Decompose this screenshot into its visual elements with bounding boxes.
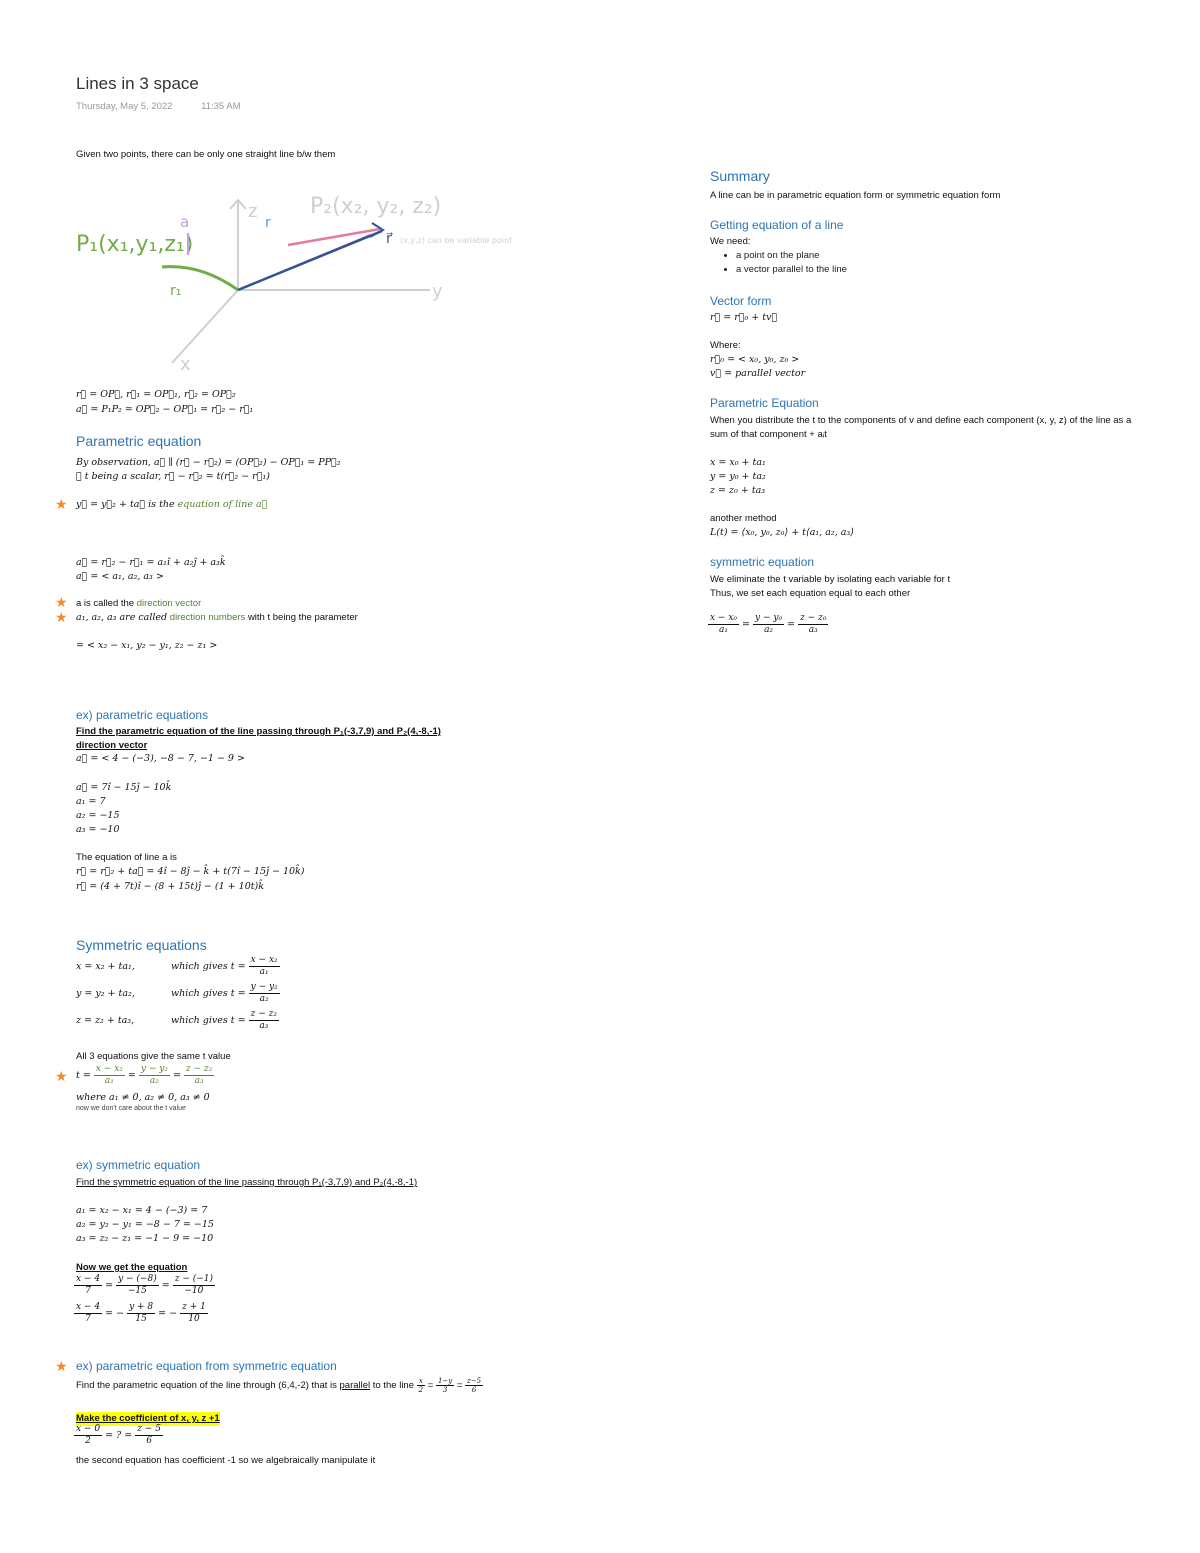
- to-the-line: to the line: [372, 1380, 414, 1392]
- direction-vector-line: [76, 597, 201, 611]
- numerator: z + 1: [182, 1302, 206, 1312]
- axis-y-label: y: [432, 281, 443, 302]
- numerator: y − y₂: [140, 1064, 168, 1074]
- fraction: [708, 613, 739, 636]
- t-equals: t =: [76, 1070, 91, 1081]
- fraction: [180, 1302, 208, 1325]
- page-title: Lines in 3 space: [76, 74, 199, 93]
- param-y: y = y₀ + ta₂: [710, 471, 766, 482]
- denominator: a₃: [808, 625, 818, 635]
- denominator: a₁: [259, 967, 269, 977]
- example-line: The equation of line a is: [76, 852, 177, 863]
- star-icon: ★: [55, 594, 68, 610]
- axis-x-label: x: [180, 354, 191, 375]
- star-icon: ★: [55, 1358, 68, 1374]
- symmetric-heading: Symmetric equations: [76, 937, 207, 953]
- summary-heading: Summary: [710, 168, 770, 184]
- def-line-1: r⃗ = OP⃗, r⃗₁ = OP⃗₁, r⃗₂ = OP⃗₂: [76, 389, 236, 400]
- example-line: a⃗ = < 4 − (−3), −8 − 7, −1 − 9 >: [76, 753, 245, 764]
- fraction: [173, 1274, 215, 1297]
- page-time: 11:35 AM: [201, 101, 241, 112]
- which-gives: which gives t =: [171, 1015, 246, 1026]
- t-equation: t = $\frac{\text{x − x₂}}{\text{a₁}}$ = $\frac{\text{y − y₂}}{\text{a₂}}$ = $\frac{\text{z − z₂}}{\text{a₃}}$: [76, 1064, 213, 1086]
- numerator: z − z₂: [185, 1064, 213, 1074]
- now-we-note: now we don't care about the t value: [76, 1105, 186, 1112]
- example-line: a₂ = y₂ − y₁ = −8 − 7 = −15: [76, 1219, 214, 1230]
- p1-label: P₁(x₁,y₁,z₁): [76, 232, 194, 257]
- make-coefficient-note: Make the coefficient of x, y, z +1: [76, 1413, 220, 1424]
- line-equation-green: equation of line a⃗: [177, 499, 268, 510]
- symmetric-general-form: $\frac{\text{x − x₀}}{\text{a₁}}$ = $\frac{\text{y − y₀}}{\text{a₂}}$ = $\frac{\text{z − z₀}}{\text{a₃}}$: [710, 613, 827, 635]
- symmetric-text-2: Thus, we set each equation equal to each other: [710, 588, 911, 599]
- another-method: another method: [710, 513, 777, 524]
- example-line: a₃ = z₂ − z₁ = −1 − 9 = −10: [76, 1233, 214, 1244]
- symmetric-result-1: $\frac{x - 4}{7}$ = $\frac{y - (-8)}{-15}$ = $\frac{z - (-1)}{-10}$: [76, 1274, 214, 1296]
- numerator: x − x₂: [95, 1064, 123, 1074]
- line-equation: [76, 498, 267, 512]
- vector-form-heading: Vector form: [710, 294, 772, 308]
- fraction: [127, 1302, 155, 1325]
- fraction: [135, 1424, 163, 1447]
- symmetric-y-row: [76, 982, 280, 1005]
- example-param-from-sym-heading: ex) parametric equation from symmetric equation: [76, 1359, 337, 1373]
- line-sketch: [70, 185, 590, 385]
- denominator: 2: [418, 1386, 424, 1394]
- denominator: 7: [85, 1286, 91, 1296]
- star-icon: ★: [55, 1068, 68, 1084]
- second-equation-note: the second equation has coefficient -1 so we algebraically manipulate it: [76, 1455, 376, 1466]
- l-of-t: L(t) = ⟨x₀, y₀, z₀⟩ + t⟨a₁, a₂, a₃⟩: [710, 527, 854, 538]
- numerator: y − y₀: [755, 613, 783, 623]
- a-vector-tuple: a⃗ = < a₁, a₂, a₃ >: [76, 571, 164, 582]
- numerator: y + 8: [129, 1302, 154, 1312]
- which-gives: which gives t =: [171, 988, 246, 999]
- numerator: x: [417, 1377, 425, 1386]
- direction-vector-term: direction vector: [136, 598, 202, 609]
- param-z: z = z₀ + ta₃: [710, 485, 766, 496]
- fraction: [74, 1424, 102, 1447]
- denominator: a₃: [194, 1076, 204, 1086]
- numerator: 1−y: [437, 1377, 453, 1385]
- example-parametric-question: Find the parametric equation of the line passing through P₁(-3,7,9) and P₂(4,-8,-1): [76, 726, 441, 737]
- fraction: [116, 1274, 159, 1297]
- symmetric-y: y = y₂ + ta₂,: [76, 988, 135, 999]
- denominator: a₂: [764, 625, 774, 635]
- example-line: a₁ = x₂ − x₁ = 4 − (−3) = 7: [76, 1205, 208, 1216]
- needs-list: [710, 249, 847, 277]
- denominator: a₂: [149, 1076, 159, 1086]
- fraction: [139, 1064, 170, 1087]
- fraction: [184, 1064, 214, 1087]
- direction-numbers-line: [76, 611, 358, 625]
- numerator: x − 0: [76, 1424, 101, 1434]
- direction-numbers-param: with t being the parameter: [247, 612, 358, 623]
- parametric-text-1: When you distribute the t to the components of v and define each component (x, y, z) of the line as a: [710, 415, 1132, 426]
- denominator: a₁: [719, 625, 728, 635]
- vector-form-equation: r⃗ = r⃗₀ + tv⃗: [710, 312, 778, 323]
- denominator: 2: [85, 1436, 91, 1446]
- fraction: [74, 1274, 102, 1297]
- denominator: 6: [471, 1386, 477, 1394]
- list-item: • a point on the plane: [736, 249, 847, 263]
- denominator: 10: [188, 1314, 200, 1324]
- denominator: 15: [135, 1314, 147, 1324]
- question-text: Find the parametric equation of the line through (6,4,-2) that is: [76, 1380, 337, 1392]
- symmetric-text-1: We eliminate the t variable by isolating each variable for t: [710, 574, 951, 585]
- component-difference: = < x₂ − x₁, y₂ − y₁, z₂ − z₁ >: [76, 640, 218, 651]
- getting-equation-heading: Getting equation of a line: [710, 218, 844, 232]
- example-line: a₃ = −10: [76, 824, 120, 835]
- equals-question: = ? =: [105, 1430, 133, 1441]
- fraction: [74, 1302, 102, 1325]
- where-condition: where a₁ ≠ 0, a₂ ≠ 0, a₃ ≠ 0: [76, 1092, 210, 1103]
- r-vector: [238, 231, 382, 290]
- star-icon: ★: [55, 609, 68, 625]
- denominator: −15: [127, 1286, 147, 1296]
- line-equation-text: y⃗ = y⃗₂ + ta⃗ is the: [76, 499, 175, 510]
- where-label: Where:: [710, 340, 741, 351]
- example-symmetric-heading: ex) symmetric equation: [76, 1158, 201, 1172]
- numerator: x − 4: [76, 1274, 101, 1284]
- direction-vector-label: direction vector: [76, 740, 148, 751]
- denominator: a₃: [259, 1021, 269, 1031]
- direction-numbers-term: direction numbers: [169, 612, 246, 623]
- summary-text: A line can be in parametric equation form or symmetric equation form: [710, 190, 1001, 201]
- page-meta: [76, 101, 267, 112]
- denominator: −10: [184, 1286, 204, 1296]
- r1-label: r₁: [170, 283, 182, 299]
- direction-numbers-text: a₁, a₂, a₃ are called: [76, 612, 168, 623]
- fraction: [436, 1377, 454, 1394]
- parallel-word: parallel: [339, 1380, 371, 1392]
- symmetric-x: x = x₂ + ta₁,: [76, 961, 135, 972]
- numerator: x − 4: [76, 1302, 101, 1312]
- example-line: a₂ = −15: [76, 810, 120, 821]
- denominator: 3: [442, 1386, 448, 1394]
- numerator: y − y₂: [250, 982, 278, 992]
- numerator: z − 5: [137, 1424, 161, 1434]
- numerator: z−5: [467, 1377, 482, 1385]
- symmetric-x-row: [76, 955, 280, 978]
- star-icon: ★: [55, 496, 68, 512]
- we-need: We need:: [710, 236, 751, 247]
- direction-vector-text: a is called the: [76, 598, 135, 609]
- example-line: r⃗ = r⃗₂ + ta⃗ = 4î − 8ĵ − k̂ + t(7î − 15ĵ − 10k̂): [76, 866, 305, 877]
- example-line: a⃗ = 7î − 15ĵ − 10k̂: [76, 782, 172, 793]
- ex3-fraction-row: [74, 1424, 163, 1447]
- fraction: [94, 1064, 125, 1087]
- which-gives: which gives t =: [171, 961, 246, 972]
- numerator: y − (−8): [118, 1274, 157, 1284]
- parametric-equation-heading: Parametric Equation: [710, 396, 819, 410]
- numerator: z − z₀: [800, 613, 827, 623]
- axis-z-label: z: [248, 201, 258, 222]
- parametric-heading: Parametric equation: [76, 433, 202, 449]
- r-vector-label: r⃗: [386, 231, 392, 247]
- variable-point-note: (x,y,z) can be variable point: [400, 236, 513, 245]
- fraction: [465, 1377, 483, 1394]
- def-line-2: a⃗ = P₁P₂ = OP⃗₂ − OP⃗₁ = r⃗₂ − r⃗₁: [76, 404, 254, 415]
- fraction: [753, 613, 784, 636]
- where-r0: r⃗₀ = < x₀, y₀, z₀ >: [710, 354, 800, 365]
- denominator: 7: [85, 1314, 91, 1324]
- fraction: [249, 955, 280, 978]
- denominator: a₂: [259, 994, 269, 1004]
- a-vector-label: a: [180, 213, 190, 231]
- page-date: Thursday, May 5, 2022: [76, 101, 173, 112]
- example-parametric-heading: ex) parametric equations: [76, 708, 209, 722]
- symmetric-z-row: [76, 1009, 279, 1032]
- p2-label: P₂(x₂, y₂, z₂): [310, 194, 442, 219]
- fraction: [798, 613, 828, 636]
- numerator: z − z₂: [250, 1009, 277, 1019]
- observation-line-1: By observation, a⃗ ∥ (r⃗ − r⃗₂) = (OP⃗₂) − OP⃗₁ = PP⃗₂: [76, 457, 341, 468]
- symmetric-equation-heading: symmetric equation: [710, 555, 815, 569]
- where-v: v⃗ = parallel vector: [710, 368, 806, 379]
- parametric-text-2: sum of that component + aᵢt: [710, 429, 827, 440]
- denominator: 6: [146, 1436, 152, 1446]
- fraction: [417, 1377, 425, 1394]
- numerator: x − x₀: [710, 613, 738, 623]
- observation-line-2: ∴ t being a scalar, r⃗ − r⃗₂ = t(r⃗₂ − r⃗₁): [76, 471, 270, 482]
- a-vector-components: a⃗ = r⃗₂ − r⃗₁ = a₁î + a₂ĵ + a₃k̂: [76, 557, 226, 568]
- example-line: r⃗ = (4 + 7t)î − (8 + 15t)ĵ − (1 + 10t)k̂: [76, 881, 265, 892]
- param-x: x = x₀ + ta₁: [710, 457, 766, 468]
- example-line: a₁ = 7: [76, 796, 106, 807]
- fraction: [249, 1009, 279, 1032]
- intro-text: Given two points, there can be only one straight line b/w them: [76, 149, 336, 160]
- example-symmetric-question: Find the symmetric equation of the line passing through P₁(-3,7,9) and P₂(4,-8,-1): [76, 1177, 418, 1188]
- fraction: [249, 982, 280, 1005]
- r-label: r: [265, 215, 271, 231]
- numerator: x − x₂: [250, 955, 278, 965]
- denominator: a₁: [104, 1076, 114, 1086]
- numerator: z − (−1): [174, 1274, 214, 1284]
- now-get-equation: Now we get the equation: [76, 1262, 188, 1273]
- same-t-text: All 3 equations give the same t value: [76, 1051, 231, 1062]
- list-item: • a vector parallel to the line: [736, 263, 847, 277]
- symmetric-result-2: $\frac{x - 4}{7}$ = − $\frac{y + 8}{15}$ = − $\frac{z + 1}{10}$: [76, 1302, 206, 1324]
- example-param-from-sym-question: Find the parametric equation of the line through (6,4,-2) that is parallel to the line $\frac{x}{2}$ = $\frac{1-y}{3}$ = $\frac{z-5}{6}$: [76, 1377, 482, 1394]
- symmetric-z: z = z₂ + ta₃,: [76, 1015, 135, 1026]
